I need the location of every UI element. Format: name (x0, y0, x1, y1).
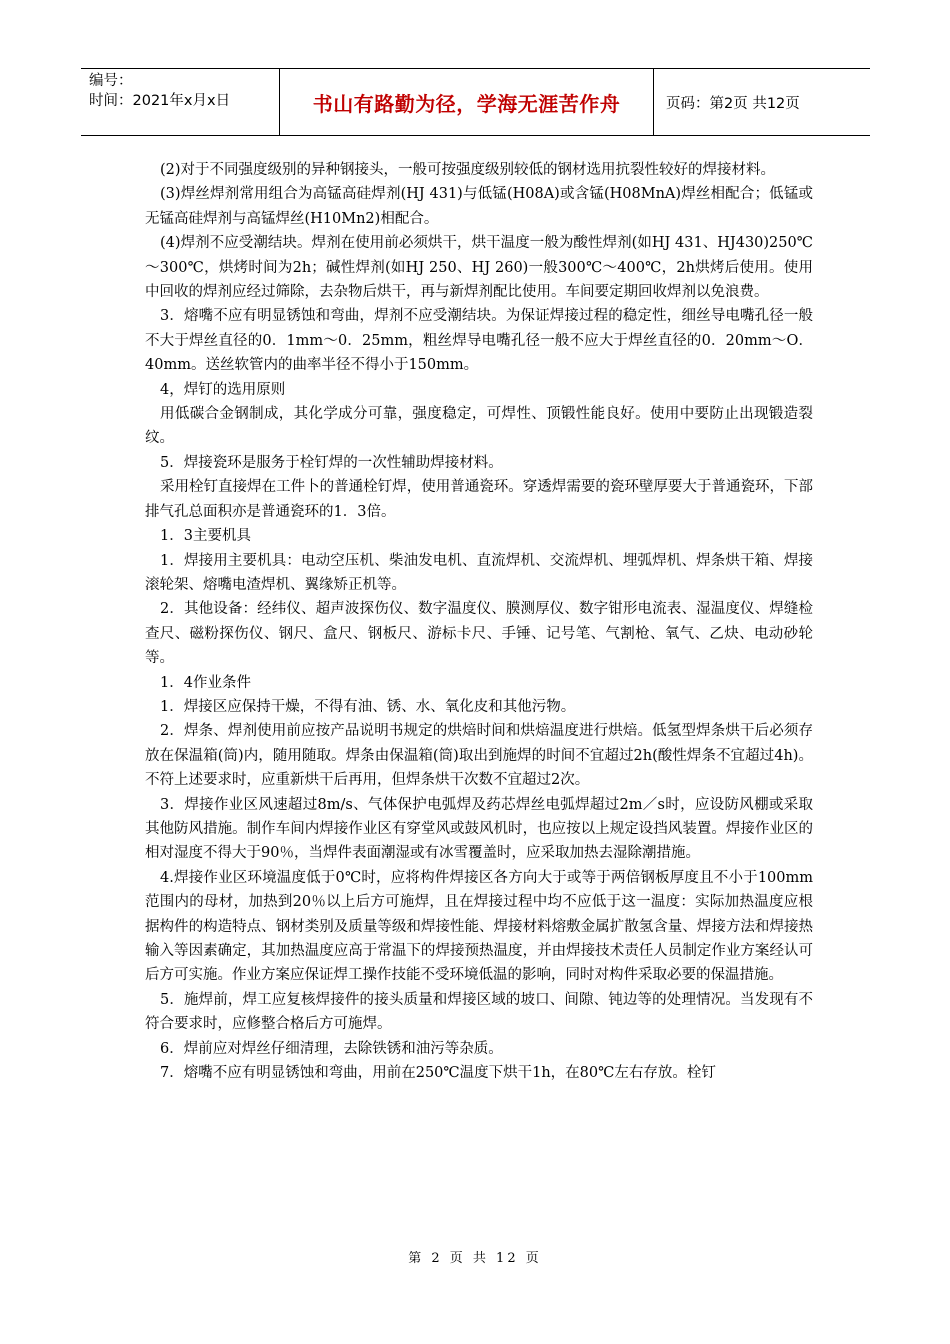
paragraph: 1．焊接用主要机具：电动空压机、柴油发电机、直流焊机、交流焊机、埋弧焊机、焊条烘干箱、焊接滚轮架、熔嘴电渣焊机、翼缘矫正机等。 (145, 552, 813, 593)
header-page-info: 页码：第2页 共12页 (666, 95, 800, 112)
paragraph: 6．焊前应对焊丝仔细清理，去除铁锈和油污等杂质。 (160, 1040, 503, 1057)
page-header (81, 68, 870, 136)
header-motto: 书山有路勤为径，学海无涯苦作舟 (280, 69, 654, 135)
document-body (145, 158, 813, 1085)
paragraph: (2)对于不同强度级别的异种钢接头，一般可按强度级别较低的钢材选用抗裂性较好的焊接材料。 (160, 162, 776, 178)
paragraph: 2．其他设备：经纬仪、超声波探伤仪、数字温度仪、膜测厚仪、数字钳形电流表、湿温度仪、焊缝检查尺、磁粉探伤仪、钢尺、盒尺、钢板尺、游标卡尺、手锤、记号笔、气割枪、氧气、乙炔、电动砂轮等。 (145, 601, 813, 667)
paragraph: 3．焊接作业区风速超过8m/s、气体保护电弧焊及药芯焊丝电弧焊超过2m／s时，应设防风棚或采取其他防风措施。制作车间内焊接作业区有穿堂风或鼓风机时，也应按以上规定设挡风装置。焊接作业区的相对湿度不得大于90％，当焊件表面潮湿或有冰雪覆盖时，应采取加热去湿除潮措施。 (145, 796, 813, 862)
paragraph: 5．焊接瓷环是服务于栓钉焊的一次性辅助焊接材料。 (160, 454, 503, 471)
paragraph: 2．焊条、焊剂使用前应按产品说明书规定的烘焙时间和烘焙温度进行烘焙。低氢型焊条烘干后必须存放在保温箱(筒)内，随用随取。焊条由保温箱(筒)取出到施焊的时间不宜超过2h(酸性焊条不宜超过4h)。不符上述要求时，应重新烘干后再用，但焊条烘干次数不宜超过2次。 (145, 723, 813, 789)
paragraph: 5．施焊前，焊工应复核焊接件的接头质量和焊接区域的坡口、间隙、钝边等的处理情况。当发现有不符合要求时，应修整合格后方可施焊。 (145, 991, 813, 1033)
document-number-label: 编号： (89, 73, 133, 89)
paragraph: 7．熔嘴不应有明显锈蚀和弯曲，用前在250℃温度下烘干1h，在80℃左右存放。栓钉 (160, 1065, 716, 1082)
paragraph: 采用栓钉直接焊在工件卜的普通栓钉焊，使用普通瓷环。穿透焊需要的瓷环壁厚要大于普通瓷环，下部排气孔总面积亦是普通瓷环的1．3倍。 (145, 479, 813, 520)
section-heading: 1．4作业条件 (160, 674, 251, 691)
page-footer: 第 2 页 共 12 页 (408, 1251, 542, 1266)
document-date: 时间：2021年x月x日 (89, 93, 231, 109)
section-heading: 4，焊钉的选用原则 (160, 381, 286, 398)
paragraph: 1．焊接区应保持干燥，不得有油、锈、水、氧化皮和其他污物。 (160, 698, 576, 715)
paragraph: 4.焊接作业区环境温度低于0℃时，应将构件焊接区各方向大于或等于两倍钢板厚度且不小于100mm范围内的母材，加热到20％以上后方可施焊，且在焊接过程中均不应低于这一温度：实际加热温度应根据构件的构造特点、钢材类别及质量等级和焊接性能、焊接材料熔敷金属扩散氢含量、焊接方法和焊接热输入等因素确定，其加热温度应高于常温下的焊接预热温度，并由焊接技术责任人员制定作业方案经认可后方可实施。作业方案应保证焊工操作技能不受环境低温的影响，同时对构件采取必要的保温措施。 (145, 869, 813, 984)
header-meta (81, 69, 280, 135)
section-heading: 1．3主要机具 (160, 528, 251, 545)
paragraph: 3．熔嘴不应有明显锈蚀和弯曲，焊剂不应受潮结块。为保证焊接过程的稳定性，细丝导电嘴孔径一般不大于焊丝直径的0．1mm～0．25mm，粗丝焊导电嘴孔径一般不应大于焊丝直径的0．20mm～O．40mm。送丝软管内的曲率半径不得小于150mm。 (145, 308, 813, 374)
paragraph: (3)焊丝焊剂常用组合为高锰高硅焊剂(HJ 431)与低锰(H08A)或含锰(H08MnA)焊丝相配合；低锰或无锰高硅焊剂与高锰焊丝(H10Mn2)相配合。 (145, 186, 813, 227)
paragraph: 用低碳合金钢制成，其化学成分可靠，强度稳定，可焊性、顶锻性能良好。使用中要防止出现锻造裂纹。 (145, 406, 813, 447)
paragraph: (4)焊剂不应受潮结块。焊剂在使用前必须烘干，烘干温度一般为酸性焊剂(如HJ 431、HJ430)250℃～300℃，烘烤时间为2h；碱性焊剂(如HJ 250、HJ 260)一般300℃～400℃，2h烘烤后使用。使用中回收的焊剂应经过筛除，去杂物后烘干，再与新焊剂配比使用。车间要定期回收焊剂以免浪费。 (145, 235, 813, 301)
